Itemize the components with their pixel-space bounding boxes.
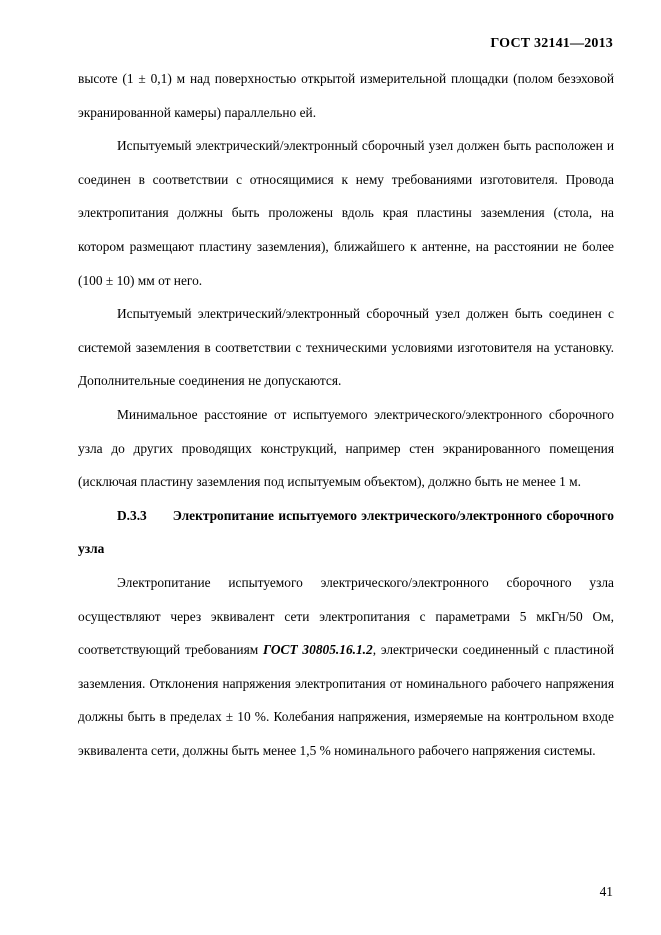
paragraph-grounding: Испытуемый электрический/электронный сборочный узел должен быть соединен с системой заземления в соответствии с техническими условиями изготовителя на установку. Дополнительные соединения не допускаются.: [78, 306, 614, 389]
paragraph-min-distance: Минимальное расстояние от испытуемого электрического/электронного сборочного узла до других проводящих конструкций, например стен экранированного помещения (исключая пластину заземления под испытуемым объектом), должно быть не менее 1 м.: [78, 406, 614, 490]
section-number: D.3.3: [117, 507, 147, 523]
paragraph-placement: Испытуемый электрический/электронный сборочный узел должен быть расположен и соединен в соответствии с относящимися к нему требованиями изготовителя. Провода электропитания должны быть проложены вдоль края пластины заземления (стола, на котором размещают пластину заземления), ближайшего к антенне, на расстоянии не более (100 ± 10) мм от него.: [78, 138, 614, 288]
page-number: 41: [599, 884, 613, 899]
section-title: Электропитание испытуемого электрического/электронного сборочного узла: [78, 507, 614, 557]
standard-reference: ГОСТ 30805.16.1.2: [262, 642, 373, 658]
power-supply-text-end: , электрически соединенный с пластиной заземления. Отклонения напряжения электропитания от номинального рабочего напряжения должны быть в пределах ± 10 %. Колебания напряжения, измеряемые на контрольном входе эквивалента сети, должны быть менее 1,5 % номинального рабочего напряжения системы.: [78, 642, 614, 758]
page-body: [78, 62, 614, 767]
power-supply-text-start: Электропитание испытуемого электрического/электронного сборочного узла осуществляют через эквивалент сети электропитания с параметрами 5 мкГн/50 Ом, соответствующий требованиям: [78, 574, 614, 658]
section-heading: [78, 499, 614, 566]
paragraph-power-supply: [78, 566, 614, 768]
paragraph-continuation: высоте (1 ± 0,1) м над поверхностью открытой измерительной площадки (полом безэховой экранированной камеры) параллельно ей.: [78, 71, 614, 120]
document-header: ГОСТ 32141—2013: [490, 36, 613, 51]
